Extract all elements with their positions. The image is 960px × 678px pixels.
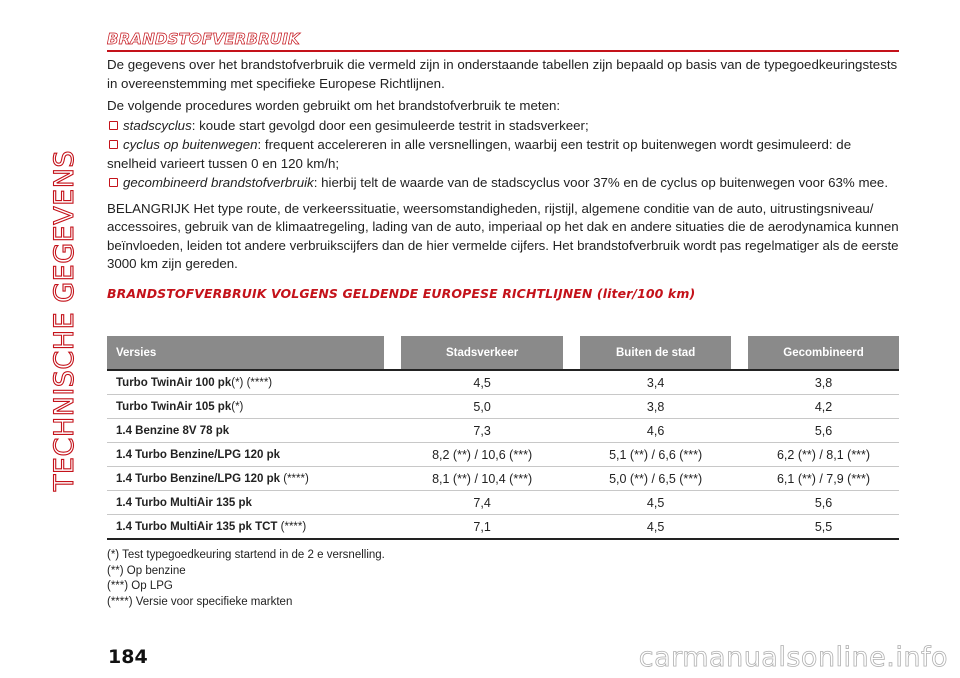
side-chapter-title-text: TECHNISCHE GEGEVENS: [49, 149, 81, 491]
bullet-text: : frequent accelereren in alle versnellingen, waarbij een testrit op buitenwegen wordt gesimuleerd: de snelheid varieert tussen 0 en 120 km/h;: [107, 137, 852, 171]
footnote: (**) Op benzine: [107, 564, 186, 577]
city-value: 5,0: [401, 395, 563, 419]
extra-urban-value: 4,6: [580, 419, 731, 443]
header-city: Stadsverkeer: [401, 336, 563, 369]
city-value: 7,4: [401, 491, 563, 515]
city-value: 8,2 (**) / 10,6 (***): [401, 443, 563, 467]
table-row: [107, 491, 899, 515]
combined-value: 3,8: [748, 369, 899, 395]
combined-value: 6,2 (**) / 8,1 (***): [748, 443, 899, 467]
table-row: [107, 515, 899, 540]
bullet-item-extra-urban: [107, 136, 899, 173]
city-value: 7,1: [401, 515, 563, 540]
important-note: BELANGRIJK Het type route, de verkeerssituatie, weersomstandigheden, rijstijl, algemene conditie van de auto, uitrustingsniveau/ accessoires, gebruik van de klimaatregeling, lading van de auto, imperiaal op het dak en andere situaties die de aerodynamica kunnen beïnvloeden, leiden tot andere verbruikscijfers dan de hier vermelde cijfers. Het brandstofverbruik wordt pas regelmatiger als de eerste 3000 km zijn gereden.: [107, 200, 899, 271]
version-name: Turbo TwinAir 100 pk(*) (****): [107, 369, 384, 395]
header-extra-urban: Buiten de stad: [580, 336, 731, 369]
section-title: BRANDSTOFVERBRUIK: [107, 30, 899, 52]
table-row: [107, 369, 899, 395]
version-name: Turbo TwinAir 105 pk(*): [107, 395, 384, 419]
combined-value: 5,6: [748, 491, 899, 515]
table-row: [107, 467, 899, 491]
bullet-text: : koude start gevolgd door een gesimuleerde testrit in stadsverkeer;: [191, 117, 589, 133]
page-number: 184: [108, 646, 148, 668]
table-title: BRANDSTOFVERBRUIK VOLGENS GELDENDE EUROPESE RICHTLIJNEN (liter/100 km): [107, 285, 696, 301]
combined-value: 5,6: [748, 419, 899, 443]
version-name: 1.4 Turbo Benzine/LPG 120 pk: [107, 443, 384, 467]
main-content: [107, 30, 899, 301]
extra-urban-value: 3,8: [580, 395, 731, 419]
footnote: (*) Test typegoedkeuring startend in de 2 e versnelling.: [107, 549, 385, 561]
city-value: 8,1 (**) / 10,4 (***): [401, 467, 563, 491]
header-combined: Gecombineerd: [748, 336, 899, 369]
footnote: (****) Versie voor specifieke markten: [107, 595, 293, 608]
extra-urban-value: 5,0 (**) / 6,5 (***): [580, 467, 731, 491]
version-name: 1.4 Benzine 8V 78 pk: [107, 419, 384, 443]
table-row: [107, 395, 899, 419]
version-name: 1.4 Turbo MultiAir 135 pk TCT (****): [107, 515, 384, 540]
footnote: (***) Op LPG: [107, 580, 173, 592]
procedures-intro: De volgende procedures worden gebruikt om het brandstofverbruik te meten:: [107, 98, 561, 113]
bullet-term: gecombineerd brandstofverbruik: [123, 175, 314, 190]
table-header-row: [107, 336, 899, 369]
fuel-consumption-table: [107, 336, 899, 540]
header-versions: Versies: [107, 336, 384, 369]
city-value: 4,5: [401, 369, 563, 395]
extra-urban-value: 4,5: [580, 515, 731, 540]
bullet-item-combined: [107, 174, 899, 193]
extra-urban-value: 5,1 (**) / 6,6 (***): [580, 443, 731, 467]
bullet-item-city: [107, 117, 899, 136]
city-value: 7,3: [401, 419, 563, 443]
extra-urban-value: 4,5: [580, 491, 731, 515]
bullet-term: cyclus op buitenwegen: [123, 137, 258, 152]
bullet-text: : hierbij telt de waarde van de stadscyclus voor 37% en de cyclus op buitenwegen voor 63% mee.: [313, 175, 889, 190]
table-row: [107, 443, 899, 467]
table-row: [107, 419, 899, 443]
extra-urban-value: 3,4: [580, 369, 731, 395]
watermark: carmanualsonline.info: [638, 642, 948, 673]
bullet-term: stadscyclus: [123, 117, 192, 133]
version-name: 1.4 Turbo Benzine/LPG 120 pk (****): [107, 467, 384, 491]
combined-value: 4,2: [748, 395, 899, 419]
combined-value: 6,1 (**) / 7,9 (***): [748, 467, 899, 491]
footnotes: [107, 548, 385, 610]
version-name: 1.4 Turbo MultiAir 135 pk: [107, 491, 384, 515]
side-chapter-title: [50, 40, 80, 600]
combined-value: 5,5: [748, 515, 899, 540]
intro-paragraph: De gegevens over het brandstofverbruik die vermeld zijn in onderstaande tabellen zijn bepaald op basis van de typegoedkeuringstests in overeenstemming met specifieke Europese Richtlijnen.: [107, 57, 898, 91]
